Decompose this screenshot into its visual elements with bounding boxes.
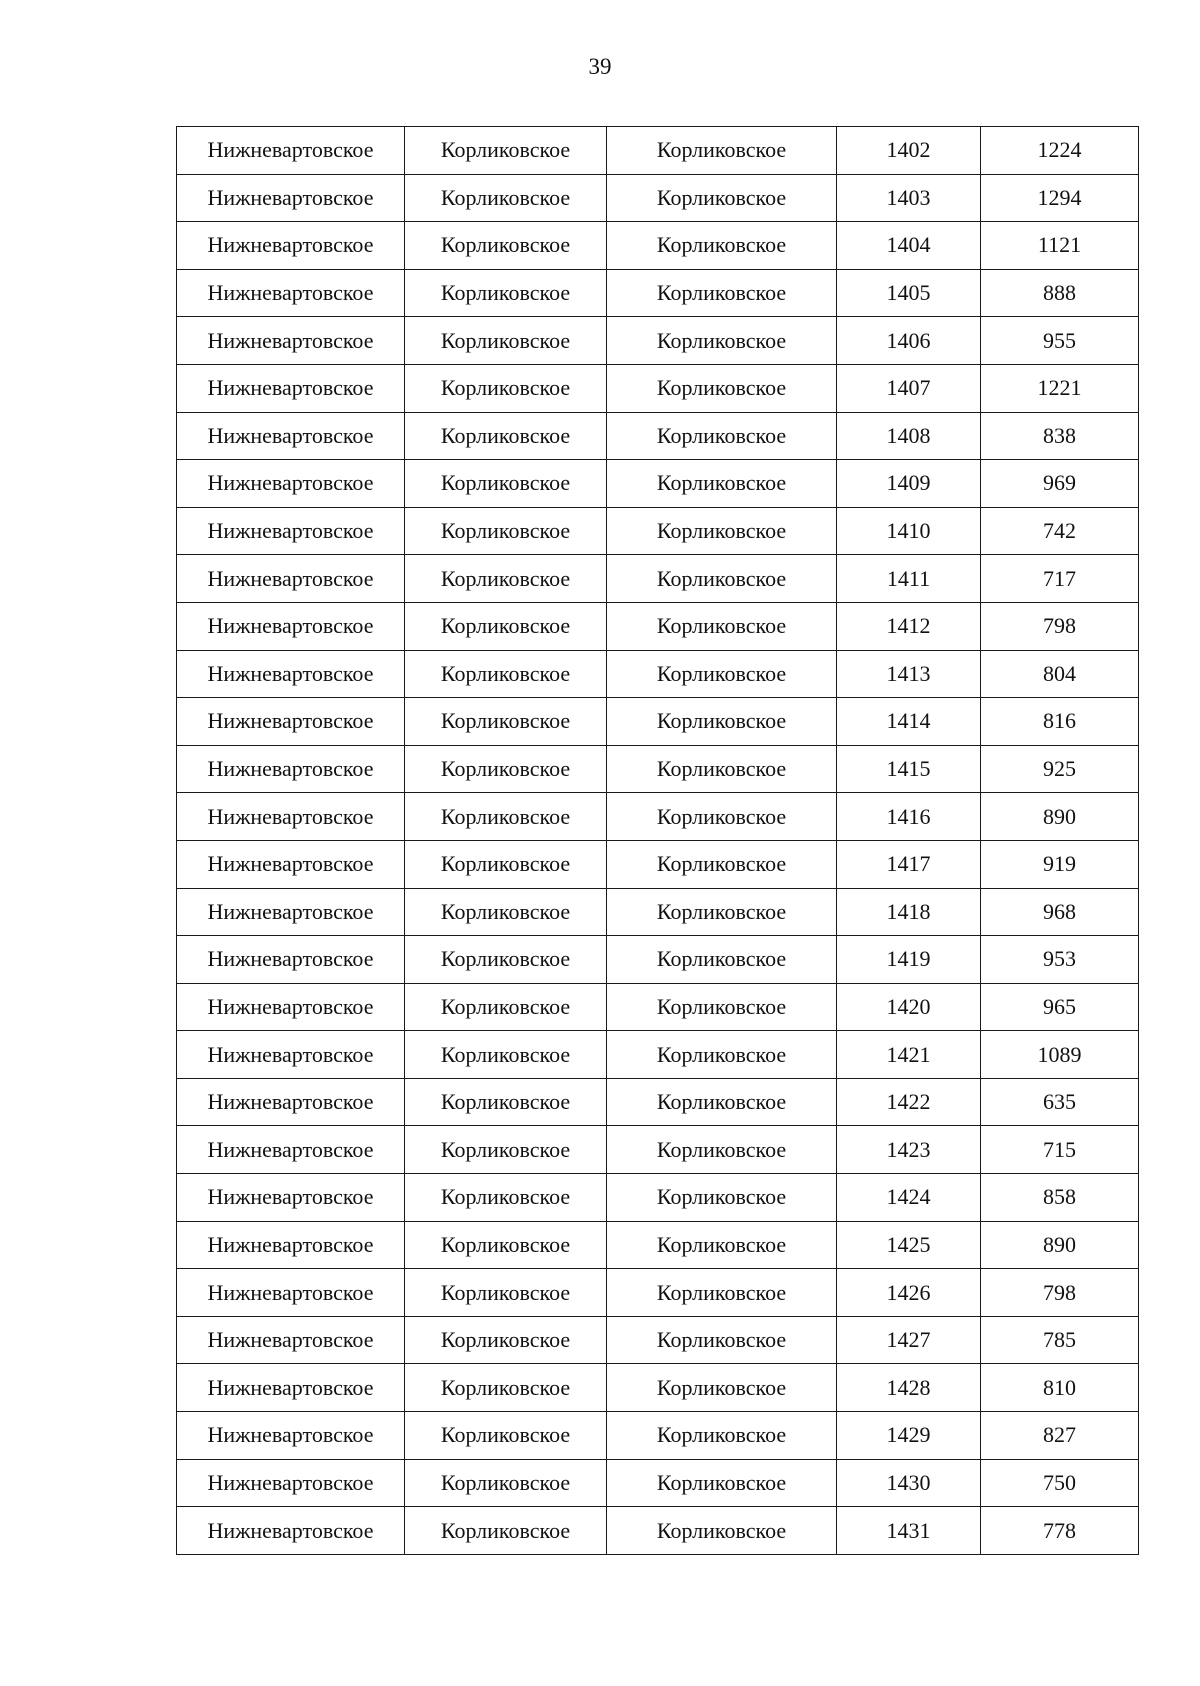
table-row xyxy=(177,1031,1139,1079)
cell-field: Корликовское xyxy=(405,745,607,793)
cell-area: Корликовское xyxy=(607,507,837,555)
cell-region: Нижневартовское xyxy=(177,793,405,841)
cell-number: 1428 xyxy=(837,1364,981,1412)
cell-field: Корликовское xyxy=(405,1078,607,1126)
cell-number: 1417 xyxy=(837,840,981,888)
cell-number: 1406 xyxy=(837,317,981,365)
table-row xyxy=(177,840,1139,888)
cell-area: Корликовское xyxy=(607,1078,837,1126)
cell-area: Корликовское xyxy=(607,555,837,603)
table-row xyxy=(177,793,1139,841)
cell-region: Нижневартовское xyxy=(177,317,405,365)
cell-value: 919 xyxy=(981,840,1139,888)
table-row xyxy=(177,745,1139,793)
cell-region: Нижневартовское xyxy=(177,555,405,603)
table-row xyxy=(177,888,1139,936)
cell-number: 1409 xyxy=(837,460,981,508)
cell-region: Нижневартовское xyxy=(177,698,405,746)
cell-field: Корликовское xyxy=(405,1316,607,1364)
cell-field: Корликовское xyxy=(405,1221,607,1269)
table-row xyxy=(177,983,1139,1031)
cell-number: 1426 xyxy=(837,1269,981,1317)
table-row xyxy=(177,317,1139,365)
cell-number: 1425 xyxy=(837,1221,981,1269)
cell-region: Нижневартовское xyxy=(177,269,405,317)
cell-value: 890 xyxy=(981,793,1139,841)
cell-region: Нижневартовское xyxy=(177,745,405,793)
cell-area: Корликовское xyxy=(607,1126,837,1174)
cell-area: Корликовское xyxy=(607,1459,837,1507)
cell-value: 750 xyxy=(981,1459,1139,1507)
cell-field: Корликовское xyxy=(405,1459,607,1507)
cell-number: 1427 xyxy=(837,1316,981,1364)
cell-region: Нижневартовское xyxy=(177,1269,405,1317)
table-row xyxy=(177,1221,1139,1269)
cell-field: Корликовское xyxy=(405,364,607,412)
cell-region: Нижневартовское xyxy=(177,1221,405,1269)
cell-value: 838 xyxy=(981,412,1139,460)
table-row xyxy=(177,222,1139,270)
cell-number: 1421 xyxy=(837,1031,981,1079)
cell-number: 1408 xyxy=(837,412,981,460)
table-row xyxy=(177,1507,1139,1555)
cell-number: 1413 xyxy=(837,650,981,698)
cell-area: Корликовское xyxy=(607,412,837,460)
cell-area: Корликовское xyxy=(607,1269,837,1317)
cell-area: Корликовское xyxy=(607,364,837,412)
cell-number: 1422 xyxy=(837,1078,981,1126)
cell-value: 715 xyxy=(981,1126,1139,1174)
cell-region: Нижневартовское xyxy=(177,174,405,222)
cell-area: Корликовское xyxy=(607,840,837,888)
cell-area: Корликовское xyxy=(607,269,837,317)
cell-region: Нижневартовское xyxy=(177,602,405,650)
table-row xyxy=(177,698,1139,746)
cell-region: Нижневартовское xyxy=(177,127,405,175)
cell-area: Корликовское xyxy=(607,602,837,650)
cell-number: 1404 xyxy=(837,222,981,270)
table-row xyxy=(177,507,1139,555)
cell-field: Корликовское xyxy=(405,650,607,698)
cell-field: Корликовское xyxy=(405,317,607,365)
cell-number: 1415 xyxy=(837,745,981,793)
cell-field: Корликовское xyxy=(405,460,607,508)
cell-region: Нижневартовское xyxy=(177,983,405,1031)
cell-value: 888 xyxy=(981,269,1139,317)
cell-value: 858 xyxy=(981,1174,1139,1222)
cell-area: Корликовское xyxy=(607,745,837,793)
cell-region: Нижневартовское xyxy=(177,650,405,698)
table-row xyxy=(177,127,1139,175)
cell-field: Корликовское xyxy=(405,602,607,650)
cell-area: Корликовское xyxy=(607,460,837,508)
table-row xyxy=(177,460,1139,508)
cell-region: Нижневартовское xyxy=(177,1078,405,1126)
cell-region: Нижневартовское xyxy=(177,1412,405,1460)
cell-area: Корликовское xyxy=(607,888,837,936)
cell-field: Корликовское xyxy=(405,1364,607,1412)
table-row xyxy=(177,1412,1139,1460)
cell-region: Нижневартовское xyxy=(177,1031,405,1079)
cell-number: 1430 xyxy=(837,1459,981,1507)
cell-value: 816 xyxy=(981,698,1139,746)
cell-number: 1431 xyxy=(837,1507,981,1555)
cell-region: Нижневартовское xyxy=(177,507,405,555)
cell-value: 955 xyxy=(981,317,1139,365)
cell-area: Корликовское xyxy=(607,222,837,270)
cell-number: 1424 xyxy=(837,1174,981,1222)
cell-field: Корликовское xyxy=(405,1174,607,1222)
cell-area: Корликовское xyxy=(607,1316,837,1364)
cell-field: Корликовское xyxy=(405,1031,607,1079)
data-table xyxy=(176,126,1139,1555)
cell-field: Корликовское xyxy=(405,174,607,222)
cell-field: Корликовское xyxy=(405,1269,607,1317)
cell-region: Нижневартовское xyxy=(177,412,405,460)
table-row xyxy=(177,1174,1139,1222)
table-row xyxy=(177,364,1139,412)
cell-region: Нижневартовское xyxy=(177,460,405,508)
table-row xyxy=(177,269,1139,317)
cell-area: Корликовское xyxy=(607,1364,837,1412)
cell-value: 717 xyxy=(981,555,1139,603)
table-row xyxy=(177,412,1139,460)
cell-value: 798 xyxy=(981,1269,1139,1317)
cell-value: 968 xyxy=(981,888,1139,936)
cell-region: Нижневартовское xyxy=(177,840,405,888)
cell-number: 1429 xyxy=(837,1412,981,1460)
cell-value: 1224 xyxy=(981,127,1139,175)
table-body xyxy=(177,127,1139,1555)
cell-value: 742 xyxy=(981,507,1139,555)
cell-field: Корликовское xyxy=(405,269,607,317)
cell-field: Корликовское xyxy=(405,983,607,1031)
cell-value: 965 xyxy=(981,983,1139,1031)
cell-area: Корликовское xyxy=(607,698,837,746)
cell-region: Нижневартовское xyxy=(177,1316,405,1364)
table-row xyxy=(177,1078,1139,1126)
cell-field: Корликовское xyxy=(405,1507,607,1555)
cell-field: Корликовское xyxy=(405,936,607,984)
table-row xyxy=(177,1316,1139,1364)
cell-value: 635 xyxy=(981,1078,1139,1126)
cell-value: 1121 xyxy=(981,222,1139,270)
cell-number: 1414 xyxy=(837,698,981,746)
cell-number: 1416 xyxy=(837,793,981,841)
cell-region: Нижневартовское xyxy=(177,1174,405,1222)
cell-region: Нижневартовское xyxy=(177,364,405,412)
cell-value: 778 xyxy=(981,1507,1139,1555)
cell-value: 925 xyxy=(981,745,1139,793)
cell-number: 1403 xyxy=(837,174,981,222)
cell-value: 827 xyxy=(981,1412,1139,1460)
cell-region: Нижневартовское xyxy=(177,1364,405,1412)
page-number: 39 xyxy=(588,54,612,79)
cell-field: Корликовское xyxy=(405,412,607,460)
table-row xyxy=(177,936,1139,984)
cell-number: 1420 xyxy=(837,983,981,1031)
cell-region: Нижневартовское xyxy=(177,1126,405,1174)
table-row xyxy=(177,1364,1139,1412)
table-row xyxy=(177,602,1139,650)
cell-area: Корликовское xyxy=(607,1507,837,1555)
cell-field: Корликовское xyxy=(405,1412,607,1460)
cell-value: 890 xyxy=(981,1221,1139,1269)
cell-number: 1423 xyxy=(837,1126,981,1174)
cell-region: Нижневартовское xyxy=(177,888,405,936)
table-row xyxy=(177,650,1139,698)
cell-area: Корликовское xyxy=(607,1031,837,1079)
cell-number: 1419 xyxy=(837,936,981,984)
cell-area: Корликовское xyxy=(607,650,837,698)
table-row xyxy=(177,1459,1139,1507)
cell-area: Корликовское xyxy=(607,174,837,222)
cell-area: Корликовское xyxy=(607,936,837,984)
cell-area: Корликовское xyxy=(607,1174,837,1222)
table-row xyxy=(177,174,1139,222)
cell-value: 1221 xyxy=(981,364,1139,412)
cell-field: Корликовское xyxy=(405,555,607,603)
cell-area: Корликовское xyxy=(607,793,837,841)
cell-field: Корликовское xyxy=(405,507,607,555)
cell-region: Нижневартовское xyxy=(177,1459,405,1507)
cell-number: 1407 xyxy=(837,364,981,412)
table-row xyxy=(177,1269,1139,1317)
cell-number: 1405 xyxy=(837,269,981,317)
table-row xyxy=(177,555,1139,603)
cell-region: Нижневартовское xyxy=(177,936,405,984)
cell-region: Нижневартовское xyxy=(177,222,405,270)
cell-region: Нижневартовское xyxy=(177,1507,405,1555)
cell-field: Корликовское xyxy=(405,888,607,936)
cell-number: 1412 xyxy=(837,602,981,650)
cell-number: 1418 xyxy=(837,888,981,936)
cell-value: 804 xyxy=(981,650,1139,698)
cell-field: Корликовское xyxy=(405,127,607,175)
cell-number: 1402 xyxy=(837,127,981,175)
table-row xyxy=(177,1126,1139,1174)
cell-area: Корликовское xyxy=(607,983,837,1031)
cell-value: 810 xyxy=(981,1364,1139,1412)
cell-field: Корликовское xyxy=(405,222,607,270)
cell-field: Корликовское xyxy=(405,698,607,746)
cell-number: 1411 xyxy=(837,555,981,603)
cell-value: 798 xyxy=(981,602,1139,650)
cell-field: Корликовское xyxy=(405,1126,607,1174)
cell-area: Корликовское xyxy=(607,317,837,365)
cell-value: 969 xyxy=(981,460,1139,508)
cell-value: 1089 xyxy=(981,1031,1139,1079)
cell-area: Корликовское xyxy=(607,1412,837,1460)
cell-number: 1410 xyxy=(837,507,981,555)
cell-area: Корликовское xyxy=(607,1221,837,1269)
cell-field: Корликовское xyxy=(405,793,607,841)
cell-field: Корликовское xyxy=(405,840,607,888)
cell-value: 953 xyxy=(981,936,1139,984)
cell-value: 785 xyxy=(981,1316,1139,1364)
cell-value: 1294 xyxy=(981,174,1139,222)
cell-area: Корликовское xyxy=(607,127,837,175)
